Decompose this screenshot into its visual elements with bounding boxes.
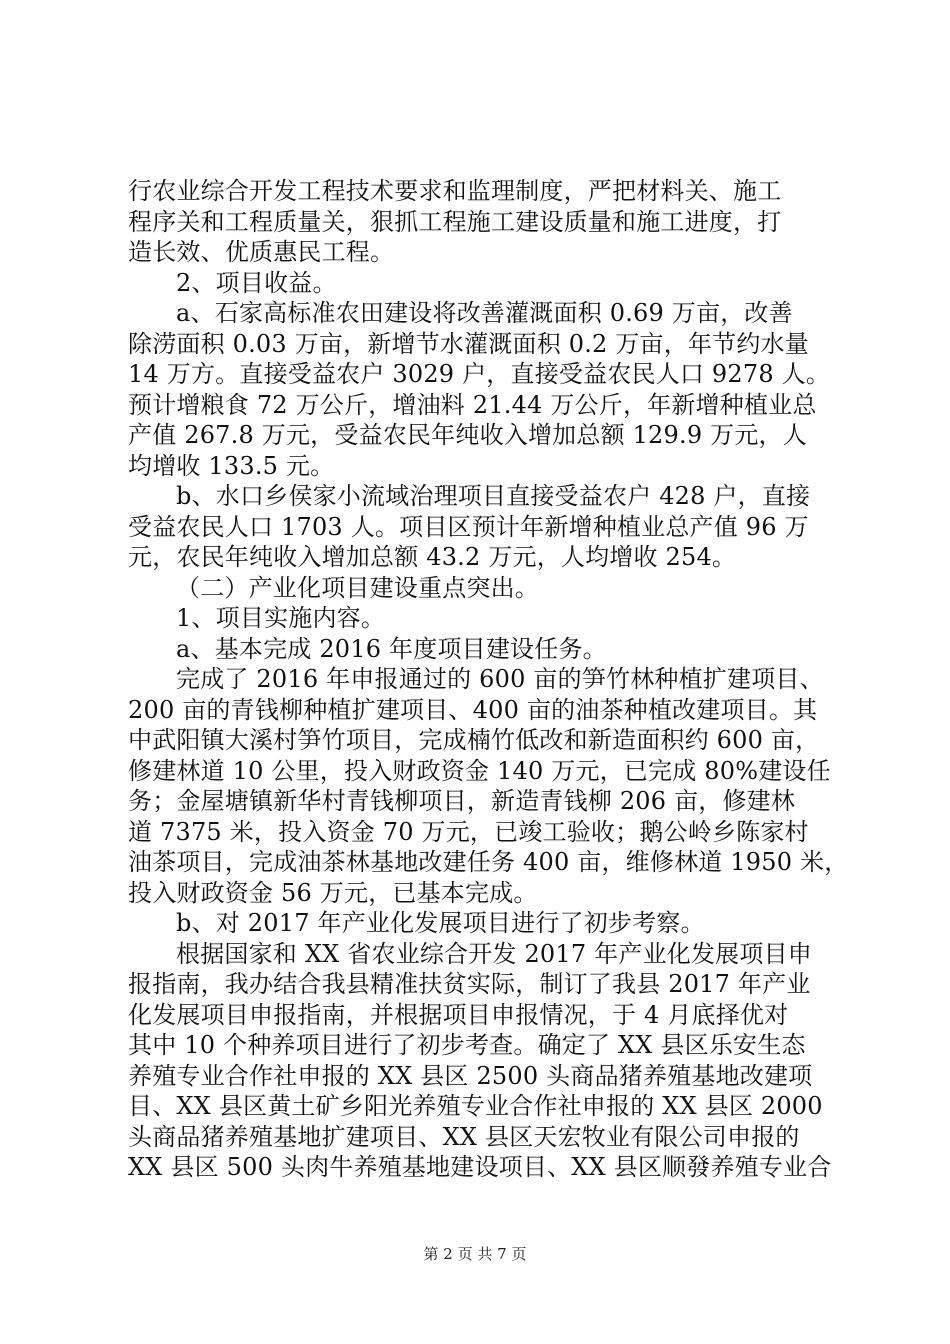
text-line: b、水口乡侯家小流域治理项目直接受益农户 428 户，直接 — [176, 482, 811, 510]
text-line: 化发展项目申报指南，并根据项目申报情况，于 4 月底择优对 — [128, 1000, 789, 1029]
text-line: 产值 267.8 万元，受益农民年纯收入增加总额 129.9 万元，人 — [128, 421, 807, 449]
text-line: 务；金屋塘镇新华村青钱柳项目，新造青钱柳 206 亩，修建林 — [128, 787, 796, 815]
text-line: XX 县区 500 头肉牛养殖基地建设项目、XX 县区顺發养殖专业合 — [128, 1153, 832, 1181]
text-line: 目、XX 县区黄土矿乡阳光养殖专业合作社申报的 XX 县区 2000 — [128, 1092, 823, 1120]
text-line: 投入财政资金 56 万元，已基本完成。 — [128, 878, 538, 907]
text-line: 道 7375 米，投入资金 70 万元，已竣工验收；鹅公岭乡陈家村 — [128, 817, 809, 846]
text-line: 完成了 2016 年申报通过的 600 亩的笋竹林种植扩建项目、 — [176, 665, 824, 693]
text-line: 造长效、优质惠民工程。 — [128, 238, 395, 266]
text-line: 14 万方。直接受益农户 3029 户，直接受益农民人口 9278 人。 — [128, 360, 831, 388]
text-line: 报指南，我办结合我县精准扶贫实际，制订了我县 2017 年产业 — [128, 970, 811, 998]
text-line: 预计增粮食 72 万公斤，增油料 21.44 万公斤，年新增种植业总 — [128, 390, 817, 419]
text-line: 根据国家和 XX 省农业综合开发 2017 年产业化发展项目申 — [176, 939, 812, 968]
section-heading: （二）产业化项目建设重点突出。 — [176, 573, 539, 602]
text-line: 受益农民人口 1703 人。项目区预计年新增种植业总产值 96 万 — [128, 512, 809, 541]
text-line: 200 亩的青钱柳种植扩建项目、400 亩的油茶种植改建项目。其 — [128, 695, 818, 724]
text-line: 修建林道 10 公里，投入财政资金 140 万元，已完成 80%建设任 — [128, 756, 831, 785]
text-line: 头商品猪养殖基地扩建项目、XX 县区天宏牧业有限公司申报的 — [128, 1122, 800, 1151]
document-body — [128, 176, 849, 1183]
text-line: 行农业综合开发工程技术要求和监理制度，严把材料关、施工 — [128, 177, 782, 205]
text-line: 中武阳镇大溪村笋竹项目，完成楠竹低改和新造面积约 600 亩， — [128, 726, 820, 754]
text-line: b、对 2017 年产业化发展项目进行了初步考察。 — [176, 909, 705, 937]
text-line: 养殖专业合作社申报的 XX 县区 2500 头商品猪养殖基地改建项 — [128, 1061, 813, 1090]
text-line: 元，农民年纯收入增加总额 43.2 万元，人均增收 254。 — [128, 543, 737, 571]
text-line: a、基本完成 2016 年度项目建设任务。 — [176, 634, 607, 663]
text-line: 除涝面积 0.03 万亩，新增节水灌溉面积 0.2 万亩，年节约水量 — [128, 329, 809, 358]
text-line: 均增收 133.5 元。 — [128, 451, 335, 480]
page-number-footer: 第 2 页 共 7 页 — [423, 1245, 527, 1263]
text-line: a、石家高标准农田建设将改善灌溉面积 0.69 万亩，改善 — [176, 299, 793, 327]
section-heading: 2、项目收益。 — [176, 268, 337, 297]
section-heading: 1、项目实施内容。 — [176, 604, 386, 632]
text-line: 其中 10 个种养项目进行了初步考查。确定了 XX 县区乐安生态 — [128, 1031, 806, 1059]
text-line: 程序关和工程质量关，狠抓工程施工建设质量和施工进度，打 — [128, 207, 782, 236]
text-line: 油茶项目，完成油茶林基地改建任务 400 亩，维修林道 1950 米， — [128, 848, 849, 876]
